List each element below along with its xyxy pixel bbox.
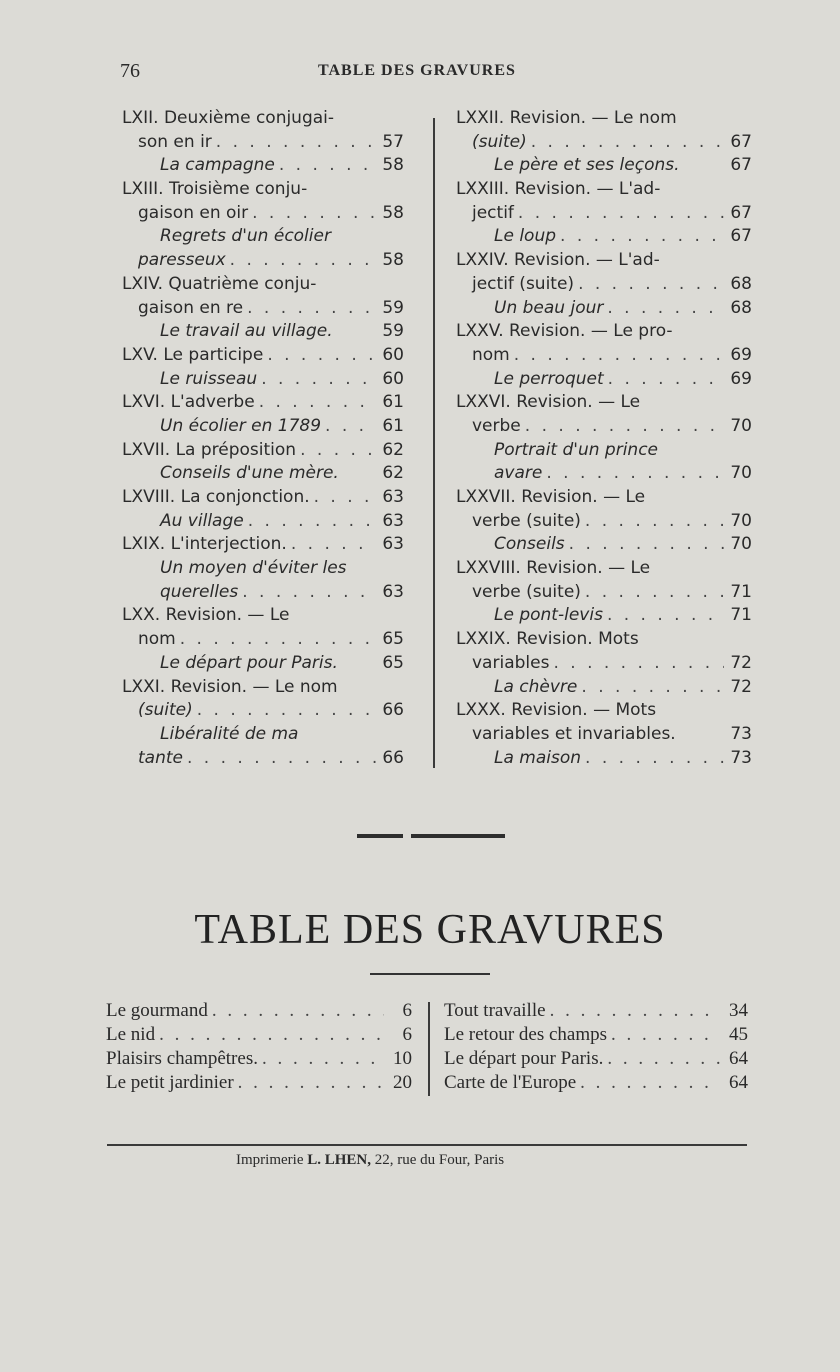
leader-dots [314,487,376,507]
toc-entry-text: tante [138,747,183,768]
toc-page-number: 65 [382,652,404,673]
toc-entry-line [118,108,404,132]
gravure-title: Le nid [106,1024,156,1045]
toc-right-column [452,108,752,771]
toc-entry-text: Le départ pour Paris. [160,652,338,673]
leader-dots [212,1000,384,1022]
toc-entry-text: LXX. Revision. — Le [122,605,290,626]
toc-entry-text: son en ir [138,131,212,152]
toc-entry-text: nom [138,629,176,650]
leader-dots [216,132,376,152]
toc-entry-line [118,179,404,203]
toc-page-number: 62 [382,439,404,460]
toc-entry-text: LXXV. Revision. — Le pro- [456,321,673,342]
running-title: TABLE DES GRAVURES [318,62,516,79]
gravure-entry [106,1072,412,1096]
toc-entry-text: Conseils d'une mère. [160,463,339,484]
leader-dots [259,392,376,412]
gravure-page-number: 34 [729,1000,748,1021]
toc-entry-line [118,748,404,772]
gravure-page-number: 20 [393,1072,412,1093]
gravure-entry [106,1000,412,1024]
toc-page-number: 59 [382,321,404,342]
toc-page-number: 60 [382,368,404,389]
toc-page-number: 67 [730,226,752,247]
toc-entry-text: LXXII. Revision. — Le nom [456,108,677,128]
toc-entry-text: Un moyen d'éviter les [160,558,347,579]
gravure-page-number: 6 [402,1000,412,1021]
toc-entry-text: querelles [160,581,239,602]
toc-entry-text: jectif [472,202,514,223]
gravure-title: Tout travaille [444,1000,546,1021]
gravure-title: Le retour des champs [444,1024,608,1045]
gravure-title: Le petit jardinier [106,1072,234,1093]
toc-page-number: 70 [730,510,752,531]
toc-entry-text: LXXIX. Revision. Mots [456,629,639,650]
leader-dots [608,369,724,389]
toc-entry-text: Regrets d'un écolier [160,226,331,247]
toc-entry-line [452,203,752,227]
toc-entry-text: LXVIII. La conjonction. [122,487,310,507]
gravure-title: Plaisirs champêtres. [106,1048,258,1069]
toc-page-number: 71 [730,605,752,626]
title-underline [370,973,490,975]
toc-entry-line [452,487,752,511]
toc-entry-text: Le loup [494,226,557,247]
toc-entry-text: La chèvre [494,676,578,697]
toc-entry-text: LXXVII. Revision. — Le [456,487,646,507]
gravures-table [106,1000,750,1100]
leader-dots [580,1072,720,1094]
leader-dots [514,345,724,365]
toc-entry-text: gaison en oir [138,202,249,223]
toc-entry-line [452,155,752,179]
gravures-title: TABLE DES GRAVURES [194,907,666,953]
printer-name: L. LHEN, [307,1152,371,1168]
toc-entry-line [118,440,404,464]
toc-page-number: 71 [730,581,752,602]
toc-entry-line [118,321,404,345]
toc-left-column [118,108,404,771]
toc-entry-text: LXXI. Revision. — Le nom [122,676,338,697]
toc-entry-text: avare [494,463,543,484]
toc-page-number: 59 [382,297,404,318]
toc-page-number: 69 [730,344,752,365]
printer-address: 22, rue du Four, Paris [374,1152,505,1168]
toc-entry-text: gaison en re [138,297,244,318]
leader-dots [546,463,724,483]
toc-entry-line [452,108,752,132]
leader-dots [560,226,724,246]
page-number: 76 [120,60,140,82]
toc-page-number: 63 [382,534,404,555]
toc-entry-line [452,629,752,653]
toc-entry-line [452,369,752,393]
toc-entry-line [118,203,404,227]
leader-dots [261,369,376,389]
gravure-entry [444,1072,748,1096]
leader-dots [611,1024,720,1046]
toc-entry-text: LXIV. Quatrième conju- [122,273,317,294]
toc-entry-text: nom [472,344,510,365]
leader-dots [197,700,376,720]
toc-entry-line [452,748,752,772]
toc-entry-line [452,534,752,558]
toc-entry-line [452,298,752,322]
toc-entry-text: LXXVI. Revision. — Le [456,392,641,413]
toc-entry-line [452,511,752,535]
toc-page-number: 58 [382,155,404,176]
leader-dots [230,250,376,270]
gravure-page-number: 64 [729,1072,748,1093]
toc-entry-text: Portrait d'un prince [494,439,659,460]
toc-entry-text: variables [472,652,550,673]
toc-page-number: 70 [730,415,752,436]
gravure-page-number: 45 [729,1024,748,1045]
leader-dots [248,511,376,531]
toc-entry-line [452,132,752,156]
toc-entry-line [118,274,404,298]
leader-dots [279,155,376,175]
toc-page-number: 66 [382,700,404,721]
ornament-rule [411,834,505,838]
toc-entry-line [118,558,404,582]
toc-entry-line [452,724,752,748]
leader-dots [550,1000,720,1022]
gravure-page-number: 10 [393,1048,412,1069]
toc-entry-text: Un écolier en 1789 [160,415,322,436]
toc-page-number: 73 [730,747,752,768]
toc-entry-text: verbe [472,415,521,436]
toc-entry-text: Un beau jour [494,297,604,318]
toc-page-number: 63 [382,487,404,507]
toc-entry-line [118,392,404,416]
toc-entry-line [452,582,752,606]
toc-page-number: 66 [382,747,404,768]
toc-entry-text: LXII. Deuxième conjugai- [122,108,335,128]
toc-entry-text: Au village [160,510,244,531]
toc-entry-line [118,629,404,653]
toc-entry-text: LXXX. Revision. — Mots [456,700,657,721]
toc-entry-line [118,463,404,487]
leader-dots [553,653,724,673]
toc-entry-line [118,250,404,274]
leader-dots [585,582,724,602]
toc-entry-line [118,724,404,748]
toc-entry-line [118,226,404,250]
toc-entry-line [118,416,404,440]
toc-page-number: 61 [382,415,404,436]
footer-rule [107,1144,747,1146]
toc-entry-text: verbe (suite) [472,581,581,602]
toc-entry-line [118,677,404,701]
toc-page-number: 68 [730,273,752,294]
toc-entry-line [452,345,752,369]
leader-dots [607,1048,720,1070]
toc-entry-line [452,440,752,464]
toc-entry-text: La campagne [160,155,275,176]
leader-dots [252,203,376,223]
toc-entry-text: Conseils [494,534,565,555]
toc-entry-text: paresseux [138,250,226,271]
toc-entry-text: Le pont-levis [494,605,603,626]
leader-dots [531,132,724,152]
gravure-page-number: 64 [729,1048,748,1069]
leader-dots [187,748,376,768]
leader-dots [578,274,724,294]
toc-entry-text: jectif (suite) [472,273,575,294]
leader-dots [569,534,724,554]
table-of-contents [118,108,752,768]
toc-entry-text: verbe (suite) [472,510,581,531]
leader-dots [300,440,376,460]
gravure-entry [444,1000,748,1024]
toc-entry-line [452,392,752,416]
leader-dots [291,534,376,554]
toc-entry-text: LXXVIII. Revision. — Le [456,558,651,579]
gravure-entry [106,1024,412,1048]
toc-entry-line [452,653,752,677]
column-divider [433,118,435,768]
toc-entry-line [118,487,404,511]
leader-dots [607,605,724,625]
toc-page-number: 60 [382,344,404,365]
toc-entry-text: (suite) [138,700,193,721]
toc-entry-line [452,677,752,701]
gravure-title: Le départ pour Paris. [444,1048,604,1069]
toc-entry-line [118,345,404,369]
toc-entry-text: variables et invariables. [472,723,676,744]
gravure-entry [106,1048,412,1072]
leader-dots [267,345,376,365]
gravures-left-column [106,1000,412,1096]
toc-page-number: 67 [730,131,752,152]
page-header [0,60,840,84]
toc-entry-line [118,132,404,156]
toc-entry-line [118,155,404,179]
toc-entry-line [118,298,404,322]
ornament-rule [357,834,403,838]
gravure-page-number: 6 [402,1024,412,1045]
toc-entry-text: LXIII. Troisième conju- [122,179,308,200]
toc-page-number: 61 [382,392,404,413]
gravure-title: Carte de l'Europe [444,1072,577,1093]
gravure-entry [444,1048,748,1072]
gravure-entry [444,1024,748,1048]
toc-page-number: 62 [382,463,404,484]
toc-entry-line [118,582,404,606]
toc-entry-text: Le père et ses leçons. [494,155,680,176]
toc-page-number: 65 [382,629,404,650]
toc-entry-text: LXVII. La préposition [122,439,297,460]
leader-dots [525,416,724,436]
leader-dots [180,629,376,649]
toc-entry-text: Le perroquet [494,368,604,389]
toc-page-number: 58 [382,202,404,223]
toc-entry-text: Le travail au village. [160,321,333,342]
toc-entry-line [118,605,404,629]
printer-prefix: Imprimerie [236,1152,304,1168]
toc-entry-text: (suite) [472,131,527,152]
toc-entry-line [452,179,752,203]
leader-dots [585,511,724,531]
printer-imprint [236,1152,504,1169]
toc-entry-line [118,511,404,535]
leader-dots [585,748,724,768]
toc-entry-text: LXV. Le participe [122,344,264,365]
toc-entry-line [452,700,752,724]
leader-dots [518,203,724,223]
toc-entry-text: Libéralité de ma [160,723,299,744]
toc-page-number: 67 [730,155,752,176]
toc-page-number: 67 [730,202,752,223]
toc-page-number: 72 [730,652,752,673]
toc-entry-text: LXXIII. Revision. — L'ad- [456,179,661,200]
toc-entry-line [452,274,752,298]
toc-page-number: 58 [382,250,404,271]
gravures-right-column [444,1000,748,1096]
toc-page-number: 72 [730,676,752,697]
toc-page-number: 57 [382,131,404,152]
toc-entry-line [452,226,752,250]
leader-dots [159,1024,384,1046]
toc-entry-line [452,605,752,629]
toc-page-number: 63 [382,510,404,531]
leader-dots [238,1072,384,1094]
toc-entry-text: LXXIV. Revision. — L'ad- [456,250,660,271]
toc-entry-text: Le ruisseau [160,368,258,389]
toc-page-number: 69 [730,368,752,389]
toc-entry-line [118,534,404,558]
toc-entry-line [452,558,752,582]
toc-entry-line [118,369,404,393]
toc-page-number: 68 [730,297,752,318]
leader-dots [247,298,376,318]
leader-dots [325,416,376,436]
column-divider [428,1002,430,1096]
gravure-title: Le gourmand [106,1000,208,1021]
toc-page-number: 73 [730,723,752,744]
toc-entry-line [452,416,752,440]
leader-dots [581,677,724,697]
leader-dots [607,298,724,318]
toc-entry-text: LXVI. L'adverbe [122,392,255,413]
toc-entry-line [118,700,404,724]
toc-page-number: 70 [730,463,752,484]
toc-entry-line [118,653,404,677]
leader-dots [242,582,376,602]
toc-page-number: 70 [730,534,752,555]
leader-dots [262,1048,384,1070]
toc-page-number: 63 [382,581,404,602]
toc-entry-line [452,463,752,487]
toc-entry-text: La maison [494,747,582,768]
toc-entry-line [452,250,752,274]
toc-entry-text: LXIX. L'interjection. [122,534,287,555]
toc-entry-line [452,321,752,345]
